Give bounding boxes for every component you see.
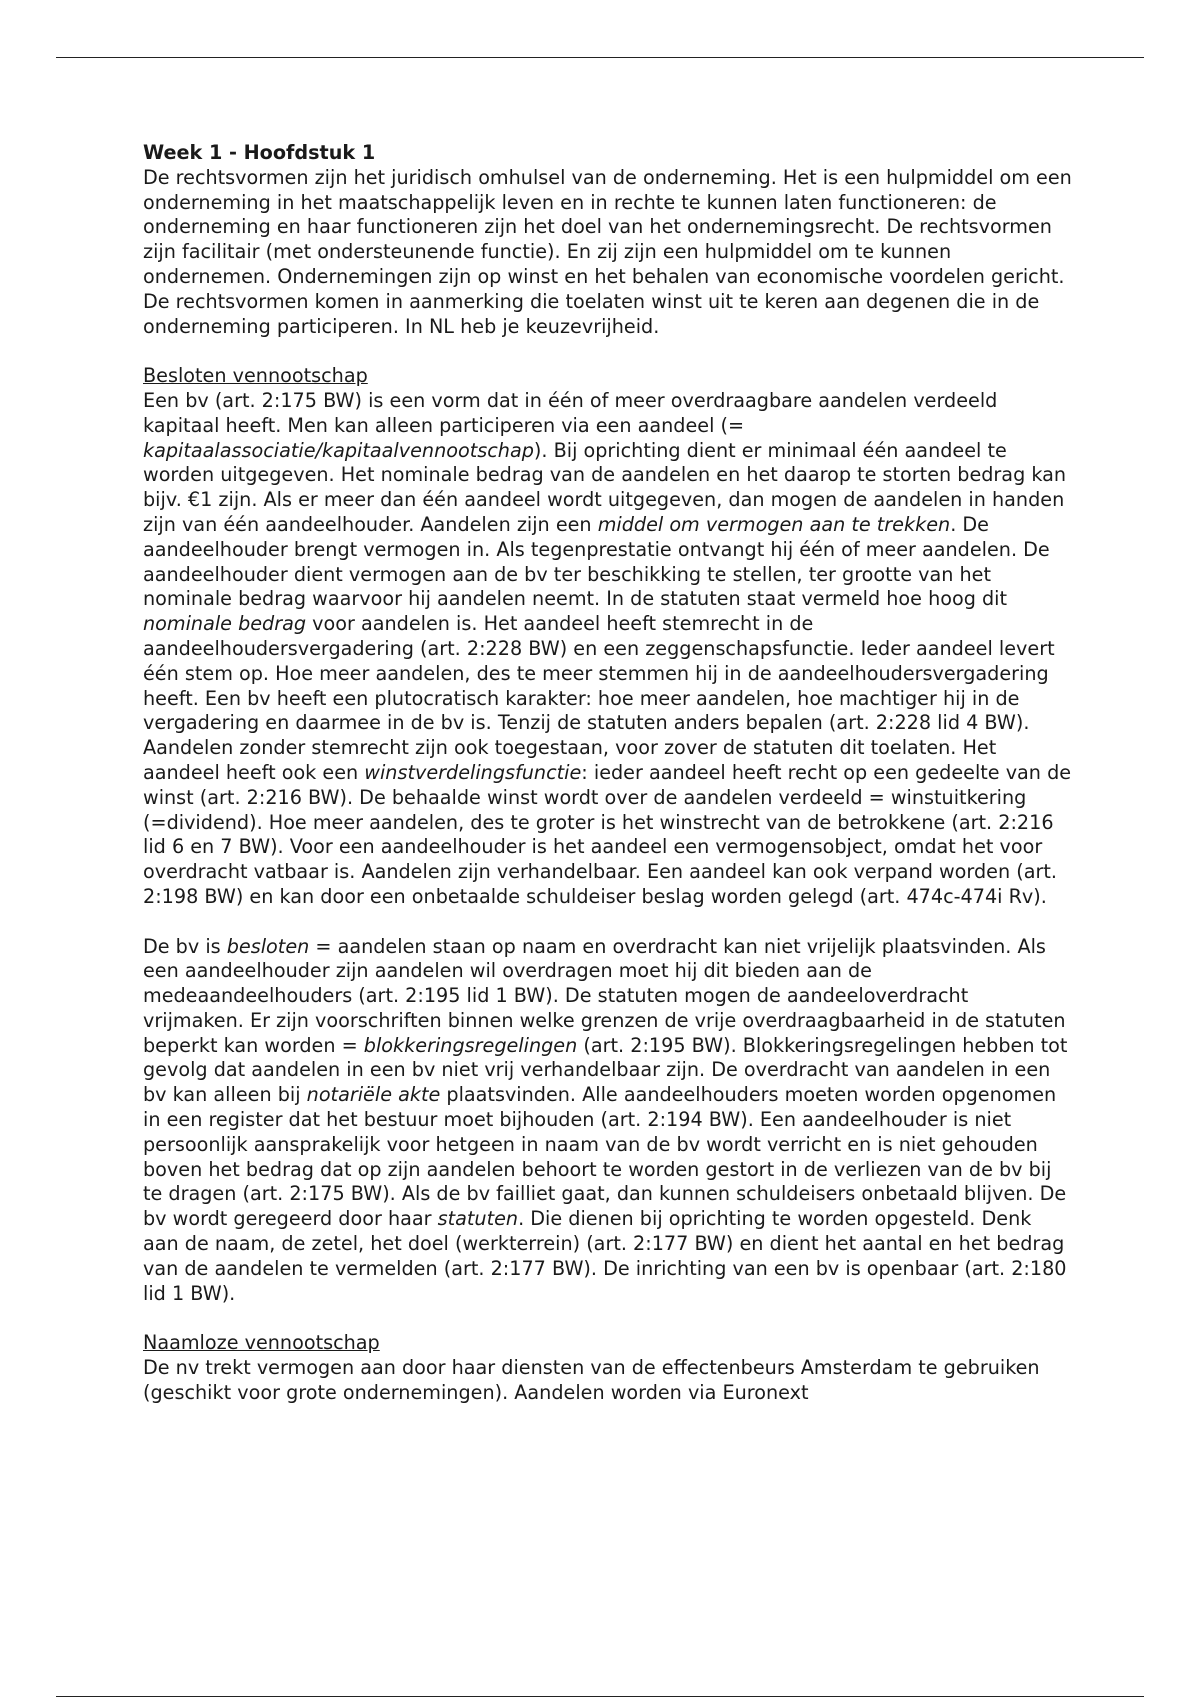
text-run: ). Bij oprichting dient er minimaal één aandeel te worden uitgegeven. Het nominale bedrag van de aandelen en het daarop te storten bedrag kan bijv. €1 zijn. Als er meer dan één aandeel wordt uitgegeven, dan mogen de aandelen in handen zijn van één aandeelhouder. Aandelen zijn een: [143, 438, 1067, 536]
footer-rule: [56, 1696, 1144, 1697]
section-title-nv: Naamloze vennootschap: [143, 1331, 380, 1355]
header-rule: [56, 57, 1144, 58]
text-run: . Die dienen bij oprichting te worden opgesteld. Denk aan de naam, de zetel, het doel (werkterrein) (art. 2:177 BW) en dient het aantal en het bedrag van de aandelen te vermelden (art. 2:177 BW). De inrichting van een bv is openbaar (art. 2:180 lid 1 BW).: [143, 1207, 1067, 1305]
italic-term: besloten: [226, 934, 310, 958]
italic-term: kapitaalassociatie/kapitaalvennootschap: [143, 438, 534, 462]
text-run: . De aandeelhouder brengt vermogen in. Als tegenprestatie ontvangt hij één of meer aandelen. De aandeelhouder dient vermogen aan de bv ter beschikking te stellen, ter grootte van het nominale bedrag waarvoor hij aandelen neemt. In de statuten staat vermeld hoe hoog dit: [143, 512, 1050, 611]
text-run: plaatsvinden. Alle aandeelhouders moeten worden opgenomen in een register dat het bestuur moet bijhouden (art. 2:194 BW). Een aandeelhouder is niet persoonlijk aansprakelijk voor hetgeen in naam van de bv wordt verricht en is niet gehouden boven het bedrag dat op zijn aandelen behoort te worden gestort in de verliezen van de bv bij te dragen (art. 2:175 BW). Als de bv failliet gaat, dan kunnen schuldeisers onbetaald blijven. De bv wordt geregeerd door haar: [143, 1083, 1067, 1231]
intro-paragraph: De rechtsvormen zijn het juridisch omhulsel van de onderneming. Het is een hulpmiddel om een onderneming in het maatschappelijk leven en in rechte te kunnen laten functioneren: de onderneming en haar functioneren zijn het doel van het ondernemingsrecht. De rechtsvormen zijn facilitair (met ondersteunende functie). En zij zijn een hulpmiddel om te kunnen ondernemen. Ondernemingen zijn op winst en het behalen van economische voordelen gericht. De rechtsvormen komen in aanmerking die toelaten winst uit te keren aan degenen die in de onderneming participeren. In NL heb je keuzevrijheid.: [143, 165, 1072, 338]
section-title-bv: Besloten vennootschap: [143, 364, 368, 388]
text-run: : ieder aandeel heeft recht op een gedeelte van de winst (art. 2:216 BW). De behaalde winst wordt over de aandelen verdeeld = winstuitkering (=dividend). Hoe meer aandelen, des te groter is het winstrecht van de betrokkene (art. 2:216 lid 6 en 7 BW). Voor een aandeelhouder is het aandeel een vermogensobject, omdat het voor overdracht vatbaar is. Aandelen zijn verhandelbaar. Een aandeel kan ook verpand worden (art. 2:198 BW) en kan door een onbetaalde schuldeiser beslag worden gelegd (art. 474c-474i Rv).: [143, 760, 1072, 908]
italic-term: statuten: [437, 1207, 519, 1231]
italic-term: notariële akte: [306, 1083, 441, 1107]
bv-paragraph-1: [143, 389, 1073, 910]
paragraph-gap: [143, 910, 1073, 935]
document-body: [143, 141, 1073, 1406]
paragraph-gap: [143, 339, 1073, 364]
bv-paragraph-2: [143, 935, 1073, 1307]
paragraph-gap: [143, 1306, 1073, 1331]
text-run: De bv is: [143, 934, 227, 958]
nv-paragraph-1: De nv trekt vermogen aan door haar diensten van de effectenbeurs Amsterdam te gebruiken (geschikt voor grote ondernemingen). Aandelen worden via Euronext: [143, 1356, 1040, 1404]
italic-term: winstverdelingsfunctie: [364, 760, 582, 784]
page-heading: Week 1 - Hoofdstuk 1: [143, 141, 376, 164]
text-run: = aandelen staan op naam en overdracht kan niet vrijelijk plaatsvinden. Als een aandeelhouder zijn aandelen wil overdragen moet hij dit bieden aan de medeaandeelhouders (art. 2:195 lid 1 BW). De statuten mogen de aandeeloverdracht vrijmaken. Er zijn voorschriften binnen welke grenzen de vrije overdraagbaarheid in de statuten beperkt kan worden =: [143, 934, 1066, 1057]
italic-term: middel om vermogen aan te trekken: [597, 512, 951, 536]
text-run: Een bv (art. 2:175 BW) is een vorm dat in één of meer overdraagbare aandelen verdeeld kapitaal heeft. Men kan alleen participeren via een aandeel (=: [143, 388, 998, 437]
italic-term: blokkeringsregelingen: [363, 1033, 578, 1057]
text-run: (art. 2:195 BW). Blokkeringsregelingen hebben tot gevolg dat aandelen in een bv niet vrij verhandelbaar zijn. De overdracht van aandelen in een bv kan alleen bij: [143, 1033, 1068, 1107]
italic-term: nominale bedrag: [143, 612, 307, 636]
text-run: voor aandelen is. Het aandeel heeft stemrecht in de aandeelhoudersvergadering (art. 2:228 BW) en een zeggenschapsfunctie. Ieder aandeel levert één stem op. Hoe meer aandelen, des te meer stemmen hij in de aandeelhoudersvergadering heeft. Een bv heeft een plutocratisch karakter: hoe meer aandelen, hoe machtiger hij in de vergadering en daarmee in de bv is. Tenzij de statuten anders bepalen (art. 2:228 lid 4 BW). Aandelen zonder stemrecht zijn ook toegestaan, voor zover de statuten dit toelaten. Het aandeel heeft ook een: [143, 612, 1055, 784]
